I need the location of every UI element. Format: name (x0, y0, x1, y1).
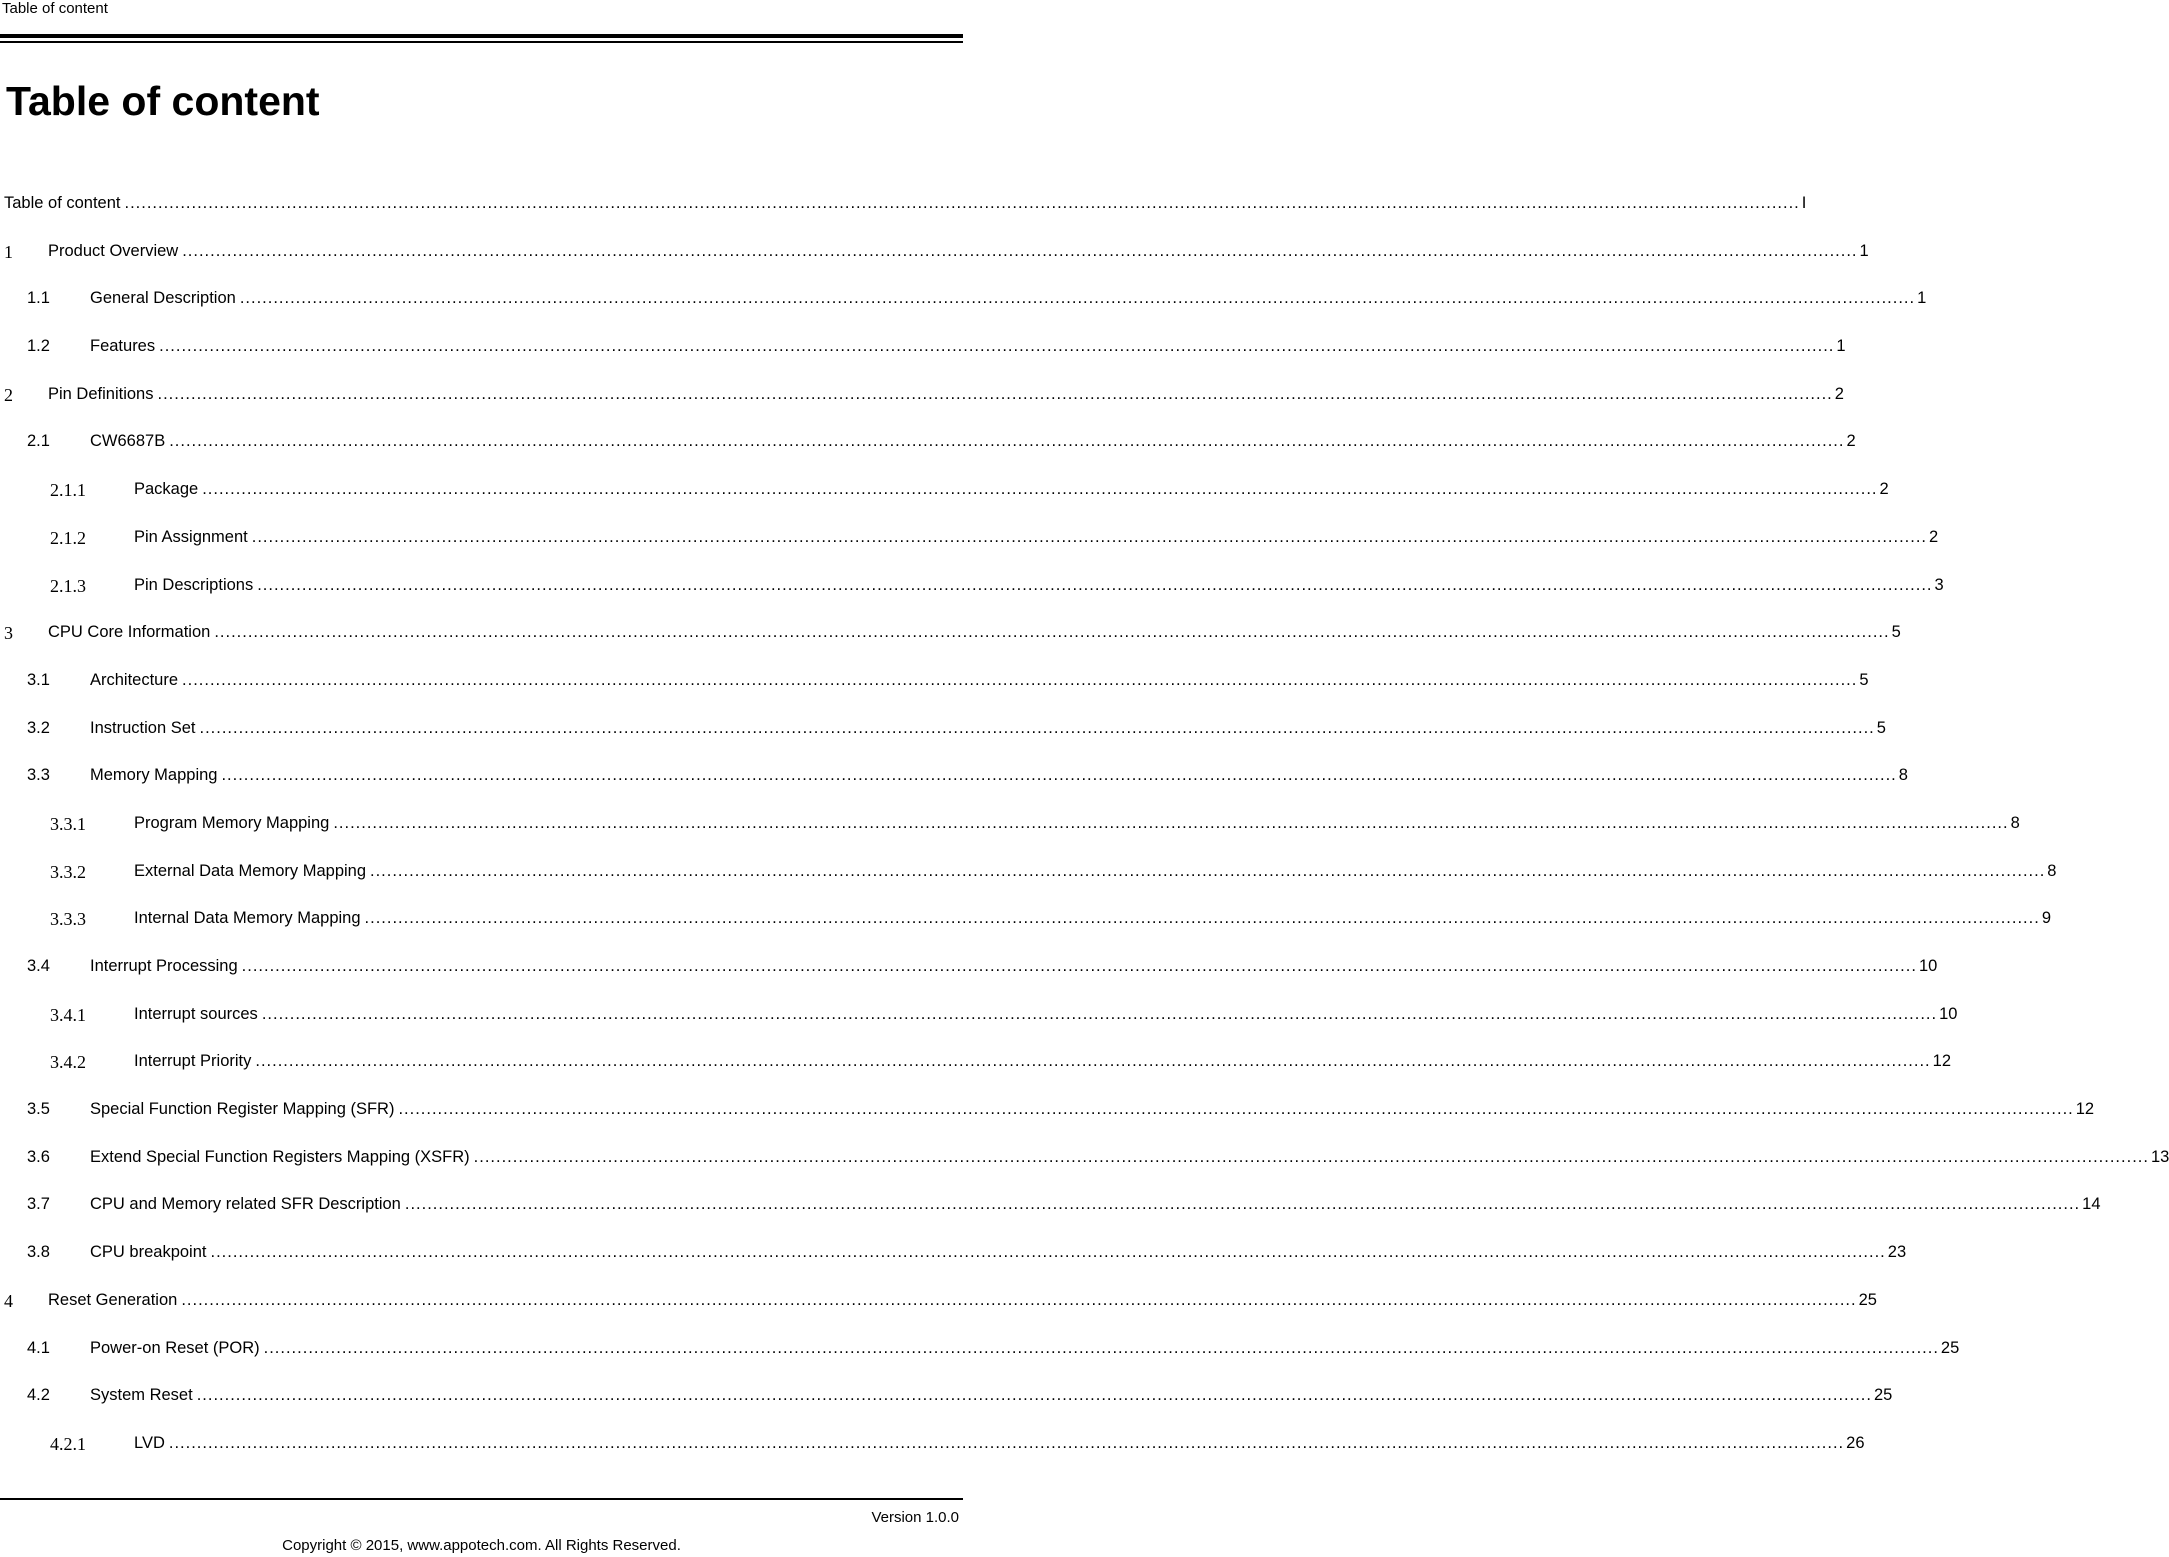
toc-page-number[interactable]: 2 (1846, 432, 1856, 451)
toc-entry[interactable] (0, 1329, 1960, 1377)
toc-entry-row (90, 1338, 1960, 1358)
toc-entry-number: 2.1 (27, 432, 50, 451)
toc-dot-leader: ............................................................................................................................................................................................................................................................................................................ (182, 670, 1858, 689)
toc-entry-title[interactable]: Interrupt Processing (90, 957, 238, 975)
toc-entry-number: 3.2 (27, 718, 50, 737)
toc-entry-row (90, 432, 1856, 451)
toc-entry[interactable] (0, 756, 1908, 804)
toc-dot-leader: ............................................................................................................................................................................................................................................................................................................ (196, 1386, 1872, 1405)
toc-entry[interactable] (0, 422, 1856, 470)
toc-dot-leader: ............................................................................................................................................................................................................................................................................................................ (257, 575, 1933, 594)
toc-entry[interactable] (0, 279, 1927, 327)
toc-entry[interactable] (0, 1233, 1907, 1281)
toc-entry-title[interactable]: Pin Assignment (134, 527, 248, 546)
toc-entry-row (90, 337, 1846, 356)
toc-entry-title[interactable]: Interrupt sources (134, 1004, 258, 1023)
toc-dot-leader: ............................................................................................................................................................................................................................................................................................................ (168, 1433, 1845, 1452)
toc-entry[interactable] (0, 375, 1844, 423)
toc-entry[interactable] (0, 327, 1846, 375)
toc-entry-number: 3 (4, 623, 13, 644)
toc-entry-title[interactable]: CW6687B (90, 432, 166, 451)
toc-entry-number: 3.8 (27, 1243, 50, 1262)
toc-entry-row (48, 384, 1844, 404)
toc-dot-leader: ............................................................................................................................................................................................................................................................................................................ (263, 1338, 1939, 1357)
toc-entry-number: 2.1.2 (50, 527, 86, 548)
toc-entry-row (90, 289, 1927, 308)
toc-page-number[interactable]: 2 (1879, 480, 1889, 499)
toc-entry-title[interactable]: CPU Core Information (48, 623, 211, 642)
toc-page-number[interactable]: 5 (1891, 623, 1901, 642)
toc-entry-row (90, 718, 1886, 738)
toc-dot-leader: ............................................................................................................................................................................................................................................................................................................ (214, 623, 1890, 642)
toc-page-number[interactable]: 25 (1873, 1386, 1893, 1405)
toc-dot-leader: ............................................................................................................................................................................................................................................................................................................ (239, 289, 1916, 308)
toc-entry-number: 3.7 (27, 1195, 50, 1214)
toc-page-number[interactable]: 5 (1876, 718, 1886, 737)
toc-entry-number: 1.2 (27, 337, 50, 356)
toc-entry-number: 4.1 (27, 1338, 50, 1357)
toc-page-number[interactable]: 14 (2082, 1195, 2101, 1214)
toc-entry[interactable] (0, 518, 1939, 566)
toc-entry-number: 4.2.1 (50, 1433, 86, 1454)
toc-page-number[interactable]: 13 (2150, 1147, 2169, 1166)
toc-dot-leader: ............................................................................................................................................................................................................................................................................................................ (169, 432, 1845, 451)
toc-dot-leader: ............................................................................................................................................................................................................................................................................................................ (241, 957, 1917, 975)
toc-entry-row (134, 480, 1889, 499)
toc-dot-leader: ............................................................................................................................................................................................................................................................................................................ (398, 1100, 2074, 1119)
toc-page-number[interactable]: 10 (1918, 957, 1938, 975)
toc-entry[interactable] (0, 1185, 2101, 1233)
toc-dot-leader: ............................................................................................................................................................................................................................................................................................................ (124, 194, 1800, 212)
toc-entry[interactable] (0, 995, 1958, 1043)
toc-list (0, 184, 2169, 1472)
toc-entry-row (48, 241, 1869, 261)
toc-page-number[interactable]: 8 (1898, 766, 1908, 785)
toc-entry[interactable] (0, 1042, 1952, 1090)
toc-entry-title[interactable]: General Description (90, 289, 236, 308)
toc-entry-title[interactable]: Internal Data Memory Mapping (134, 909, 361, 928)
toc-dot-leader: ............................................................................................................................................................................................................................................................................................................ (202, 480, 1878, 499)
toc-page-number[interactable]: 23 (1887, 1243, 1907, 1262)
toc-page-number[interactable]: 1 (1836, 337, 1846, 356)
toc-entry[interactable] (0, 947, 1938, 995)
toc-entry-row (134, 527, 1939, 547)
toc-entry[interactable] (0, 184, 1807, 232)
toc-entry-title[interactable]: Table of content (4, 194, 121, 212)
toc-entry-row (4, 194, 1807, 213)
toc-entry-title[interactable]: LVD (134, 1433, 165, 1452)
toc-dot-leader: ............................................................................................................................................................................................................................................................................................................ (251, 527, 1928, 546)
toc-page-number[interactable]: 9 (2041, 909, 2051, 928)
toc-page-number[interactable]: 25 (1940, 1338, 1960, 1357)
toc-entry-number: 2.1.3 (50, 575, 86, 596)
toc-entry-row (90, 670, 1869, 690)
toc-page-number[interactable]: 10 (1939, 1004, 1958, 1023)
toc-entry-title[interactable]: Pin Definitions (48, 384, 154, 403)
header-rule-thin (0, 41, 963, 43)
toc-dot-leader: ............................................................................................................................................................................................................................................................................................................ (182, 241, 1858, 260)
toc-entry-number: 3.3 (27, 766, 50, 785)
toc-entry-title[interactable]: Features (90, 337, 156, 356)
toc-entry-number: 3.3.1 (50, 813, 86, 834)
header-rule-thick (0, 34, 963, 38)
toc-page-number[interactable]: 8 (2010, 813, 2020, 832)
toc-entry-number: 1.1 (27, 289, 50, 308)
toc-dot-leader: ............................................................................................................................................................................................................................................................................................................ (157, 384, 1833, 403)
toc-entry-title[interactable]: System Reset (90, 1386, 193, 1405)
toc-entry-title[interactable]: Memory Mapping (90, 766, 218, 785)
toc-page-number[interactable]: 12 (1932, 1052, 1952, 1071)
running-header: Table of content (2, 0, 108, 17)
toc-entry-row (134, 909, 2051, 928)
toc-entry-row (134, 1004, 1958, 1024)
toc-dot-leader: ............................................................................................................................................................................................................................................................................................................ (210, 1243, 1886, 1262)
toc-page-number[interactable]: 8 (2047, 861, 2057, 880)
toc-entry-title[interactable]: Product Overview (48, 241, 179, 260)
toc-entry-row (134, 1433, 1865, 1453)
toc-dot-leader: ............................................................................................................................................................................................................................................................................................................ (159, 337, 1835, 356)
toc-entry-row (90, 1147, 2169, 1167)
toc-dot-leader: ............................................................................................................................................................................................................................................................................................................ (221, 766, 1897, 785)
toc-dot-leader: ............................................................................................................................................................................................................................................................................................................ (473, 1147, 2149, 1166)
toc-entry-title[interactable]: Extend Special Function Registers Mapping (XSFR) (90, 1147, 470, 1166)
toc-entry-number: 3.3.3 (50, 909, 86, 930)
copyright-notice: Copyright © 2015, www.appotech.com. All Rights Reserved. (282, 1537, 681, 1554)
toc-entry-title[interactable]: Instruction Set (90, 718, 196, 737)
toc-entry-title[interactable]: Power-on Reset (POR) (90, 1338, 260, 1357)
toc-entry[interactable] (0, 566, 1944, 614)
toc-entry-title[interactable]: CPU and Memory related SFR Description (90, 1195, 401, 1214)
toc-entry[interactable] (0, 709, 1886, 757)
toc-entry-title[interactable]: Package (134, 480, 199, 499)
toc-dot-leader: ............................................................................................................................................................................................................................................................................................................ (404, 1195, 2081, 1214)
toc-entry-row (48, 623, 1901, 642)
page-title: Table of content (6, 78, 320, 124)
toc-entry-title[interactable]: Reset Generation (48, 1290, 178, 1309)
version-label: Version 1.0.0 (871, 1509, 959, 1526)
toc-entry[interactable] (0, 852, 2057, 900)
toc-dot-leader: ............................................................................................................................................................................................................................................................................................................ (364, 909, 2040, 928)
toc-entry-row (134, 813, 2020, 833)
toc-entry-number: 3.4.1 (50, 1004, 86, 1025)
toc-entry-row (48, 1290, 1877, 1310)
toc-entry[interactable] (0, 661, 1869, 709)
toc-entry-number: 3.4.2 (50, 1052, 86, 1073)
toc-entry-title[interactable]: Architecture (90, 670, 179, 689)
toc-entry[interactable] (0, 1281, 1877, 1329)
toc-entry[interactable] (0, 1376, 1893, 1424)
toc-entry-number: 4.2 (27, 1386, 50, 1405)
toc-entry-title[interactable]: External Data Memory Mapping (134, 861, 367, 880)
toc-entry[interactable] (0, 1090, 2095, 1138)
toc-page-number[interactable]: 1 (1859, 241, 1869, 260)
toc-entry-number: 2 (4, 384, 13, 405)
toc-entry-row (90, 1100, 2095, 1119)
toc-entry-number: 3.1 (27, 670, 50, 689)
toc-entry-number: 4 (4, 1290, 13, 1311)
toc-page-number[interactable]: 3 (1934, 575, 1944, 594)
toc-dot-leader: ............................................................................................................................................................................................................................................................................................................ (370, 861, 2046, 880)
toc-page-number[interactable]: 1 (1917, 289, 1927, 308)
toc-dot-leader: ............................................................................................................................................................................................................................................................................................................ (199, 718, 1875, 737)
toc-page-number[interactable]: 26 (1846, 1433, 1865, 1452)
toc-entry-number: 2.1.1 (50, 480, 86, 501)
toc-entry-title[interactable]: Program Memory Mapping (134, 813, 330, 832)
toc-entry-row (134, 1052, 1952, 1071)
toc-dot-leader: ............................................................................................................................................................................................................................................................................................................ (181, 1290, 1857, 1309)
toc-entry-number: 3.5 (27, 1100, 50, 1119)
toc-entry-row (90, 1243, 1907, 1262)
toc-entry[interactable] (0, 899, 2051, 947)
toc-entry[interactable] (0, 613, 1901, 661)
toc-entry[interactable] (0, 470, 1889, 518)
toc-page-number[interactable]: 2 (1834, 384, 1844, 403)
toc-entry-title[interactable]: CPU breakpoint (90, 1243, 207, 1262)
toc-entry-number: 1 (4, 241, 13, 262)
toc-page-number[interactable]: 5 (1859, 670, 1869, 689)
toc-page-number[interactable]: 2 (1929, 527, 1939, 546)
toc-entry-title[interactable]: Interrupt Priority (134, 1052, 252, 1071)
toc-entry-row (90, 1386, 1893, 1405)
toc-entry-row (90, 957, 1938, 976)
toc-entry[interactable] (0, 804, 2020, 852)
toc-entry[interactable] (0, 232, 1869, 280)
toc-entry-number: 3.6 (27, 1147, 50, 1166)
toc-entry-number: 3.4 (27, 957, 50, 975)
toc-entry-number: 3.3.2 (50, 861, 86, 882)
toc-dot-leader: ............................................................................................................................................................................................................................................................................................................ (333, 813, 2009, 832)
toc-dot-leader: ............................................................................................................................................................................................................................................................................................................ (261, 1004, 1938, 1023)
toc-entry-title[interactable]: Pin Descriptions (134, 575, 254, 594)
toc-entry-row (90, 1195, 2101, 1214)
toc-entry-row (134, 861, 2057, 881)
toc-entry-title[interactable]: Special Function Register Mapping (SFR) (90, 1100, 395, 1119)
toc-page-number[interactable]: I (1801, 194, 1807, 212)
toc-entry-row (90, 766, 1908, 785)
toc-entry[interactable] (0, 1424, 1865, 1472)
toc-entry[interactable] (0, 1138, 2169, 1186)
toc-page-number[interactable]: 12 (2075, 1100, 2095, 1119)
toc-page-number[interactable]: 25 (1858, 1290, 1877, 1309)
toc-dot-leader: ............................................................................................................................................................................................................................................................................................................ (255, 1052, 1931, 1071)
toc-entry-row (134, 575, 1944, 595)
footer-rule (0, 1498, 963, 1500)
